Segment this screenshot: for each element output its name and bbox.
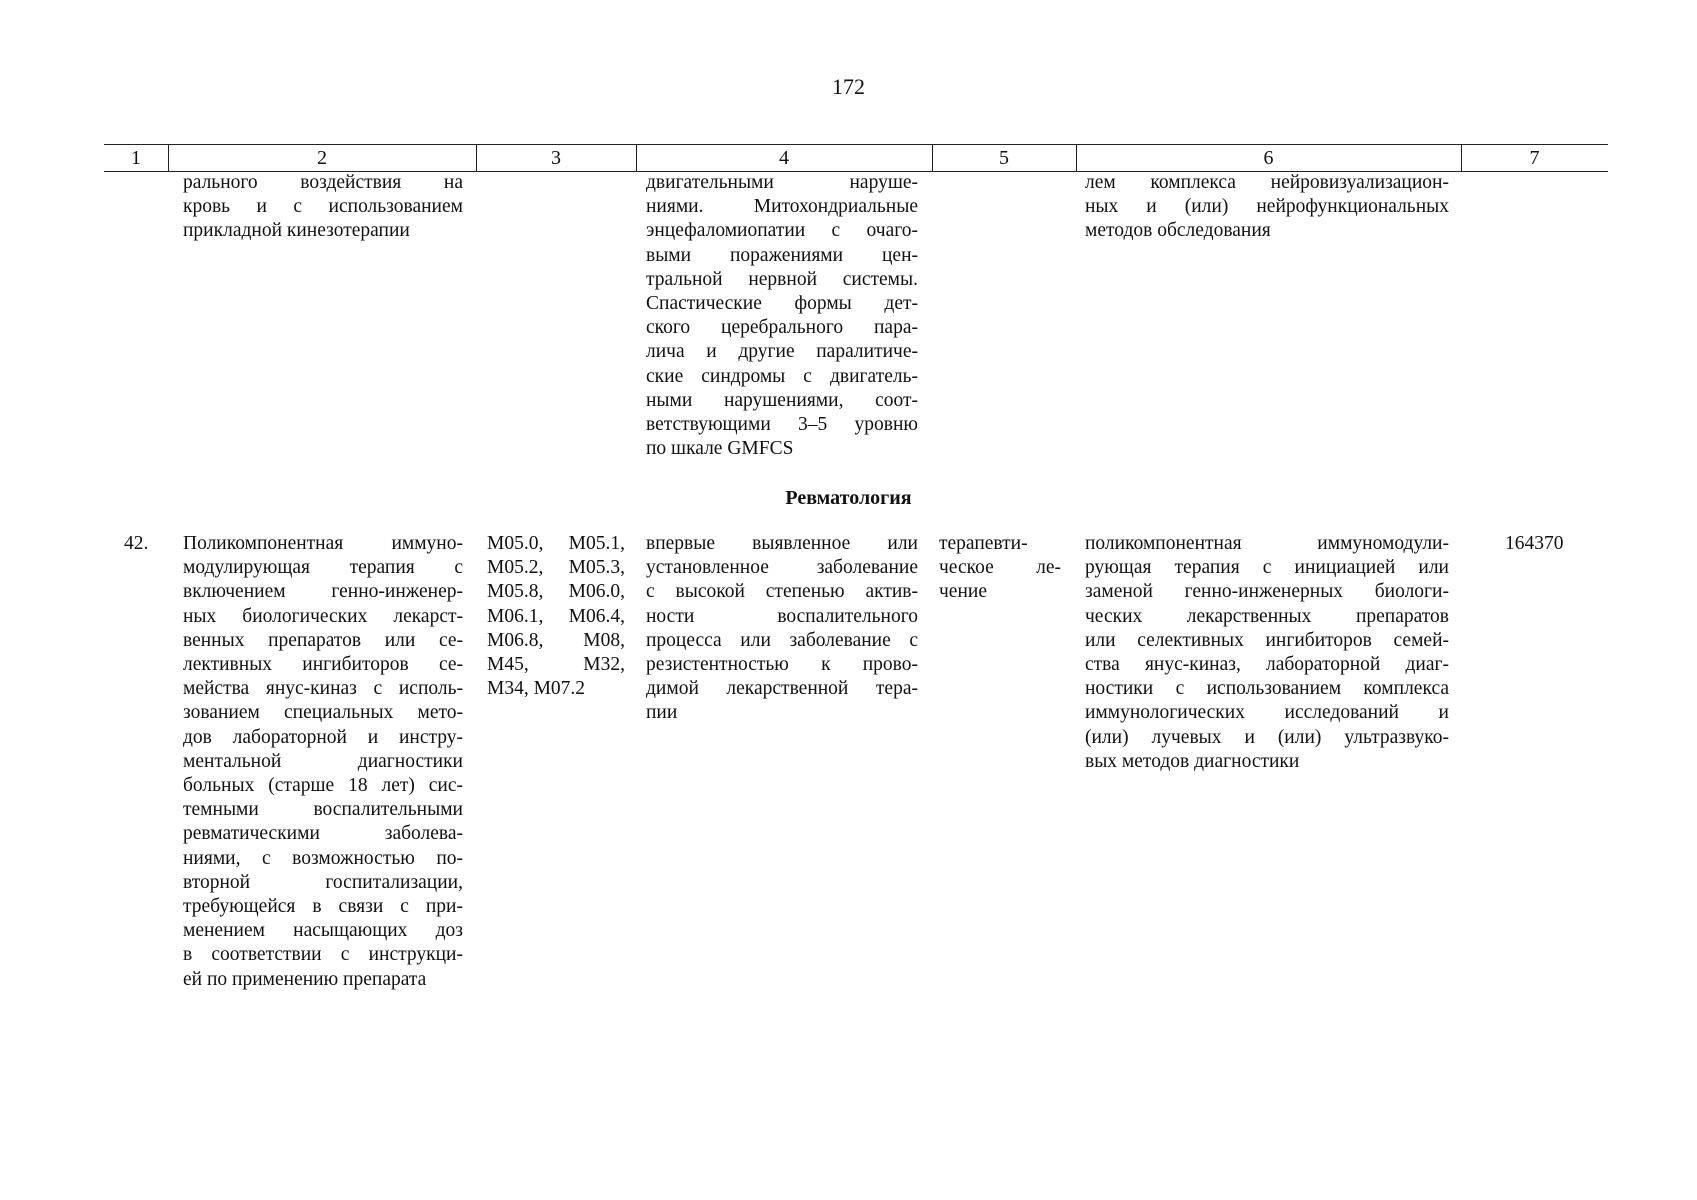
text-line: заменой генно-инженерных биологи- <box>1085 581 1449 603</box>
text-line: ства янус-киназ, лабораторной диаг- <box>1085 654 1449 676</box>
text-line: димой лекарственной тера- <box>646 678 918 700</box>
continuation-col6 <box>1085 171 1449 244</box>
text-line: вторной госпитализации, <box>183 871 463 893</box>
text-line: требующейся в связи с при- <box>183 896 463 918</box>
text-line: ревматическими заболева- <box>183 823 463 845</box>
text-line: терапевти- <box>939 533 1028 554</box>
text-line: Спастические формы дет- <box>646 293 918 315</box>
text-line: больных (старше 18 лет) сис- <box>183 775 463 797</box>
header-col-1: 1 <box>131 147 141 169</box>
data-table <box>104 144 1608 172</box>
text-line: установленное заболевание <box>646 557 918 579</box>
text-line: M06.8, M08, <box>487 629 625 651</box>
text-line: по шкале GMFCS <box>646 438 794 460</box>
text-line: венных препаратов или се- <box>183 629 463 651</box>
row42-col6 <box>1085 532 1449 774</box>
text-line: M05.2, M05.3, <box>487 557 625 579</box>
text-line: процесса или заболевание с <box>646 629 918 651</box>
page-number: 172 <box>832 74 865 99</box>
text-line: энцефаломиопатии с очаго- <box>646 220 918 242</box>
text-line: ными нарушениями, соот- <box>646 389 918 411</box>
header-col-7: 7 <box>1529 147 1540 169</box>
text-line: мейства янус-киназ с исполь- <box>183 678 463 700</box>
text-line: чение <box>939 581 987 603</box>
text-line: ветствующими 3–5 уровню <box>646 414 918 436</box>
text-line: M05.0, M05.1, <box>487 533 625 554</box>
text-line: ности воспалительного <box>646 605 918 627</box>
text-line: ские синдромы с двигатель- <box>646 365 918 387</box>
text-line: ниями, с возможностью по- <box>183 847 463 869</box>
text-line: ных и (или) нейрофункциональных <box>1085 196 1449 218</box>
text-line: впервые выявленное или <box>646 533 918 554</box>
text-line: Поликомпонентная иммуно- <box>183 533 463 554</box>
row42-col4 <box>646 532 918 726</box>
text-line: дов лабораторной и инстру- <box>183 726 463 748</box>
text-line: иммунологических исследований и <box>1085 702 1449 724</box>
text-line: M05.8, M06.0, <box>487 581 625 603</box>
text-line: ностики с использованием комплекса <box>1085 678 1449 700</box>
header-col-2: 2 <box>317 147 327 169</box>
text-line: поликомпонентная иммуномодули- <box>1085 533 1449 554</box>
text-line: выми поражениями цен- <box>646 244 918 266</box>
text-line: прикладной кинезотерапии <box>183 220 410 242</box>
text-line: модулирующая терапия с <box>183 557 463 579</box>
row42-col7-cost <box>1505 532 1585 556</box>
header-col-5: 5 <box>999 147 1009 169</box>
text-line: ей по применению препарата <box>183 968 427 990</box>
text-line: ниями. Митохондриальные <box>646 196 918 218</box>
text-line: тральной нервной системы. <box>646 268 918 290</box>
text-line: лем комплекса нейровизуализацион- <box>1085 172 1449 193</box>
text-line: (или) лучевых и (или) ультразвуко- <box>1085 726 1449 748</box>
text-line: методов обследования <box>1085 220 1271 242</box>
header-col-4: 4 <box>779 147 789 169</box>
header-col-6: 6 <box>1263 147 1274 169</box>
text-line: 164370 <box>1505 533 1564 554</box>
table-header-row <box>104 144 1608 172</box>
text-line: менением насыщающих доз <box>183 920 463 942</box>
text-line: двигательными наруше- <box>646 172 918 193</box>
continuation-col4 <box>646 171 918 461</box>
text-line: M34, M07.2 <box>487 678 586 700</box>
row42-col2 <box>183 532 463 992</box>
text-line: M06.1, M06.4, <box>487 605 625 627</box>
text-line: кровь и с использованием <box>183 196 463 218</box>
continuation-col2 <box>183 171 463 244</box>
text-line: рующая терапия с инициацией или <box>1085 557 1449 579</box>
text-line: M45, M32, <box>487 654 625 676</box>
text-line: ческих лекарственных препаратов <box>1085 605 1449 627</box>
text-line: ментальной диагностики <box>183 750 463 772</box>
row42-col3-codes <box>487 532 625 701</box>
text-line: резистентностью к прово- <box>646 654 918 676</box>
text-line: вых методов диагностики <box>1085 750 1300 772</box>
row42-col5 <box>939 532 1061 605</box>
text-line: в соответствии с инструкци- <box>183 944 463 966</box>
text-line: ных биологических лекарст- <box>183 605 463 627</box>
text-line: зованием специальных мето- <box>183 702 463 724</box>
header-col-3: 3 <box>551 147 561 169</box>
text-line: рального воздействия на <box>183 172 463 193</box>
text-line: лича и другие паралитиче- <box>646 341 918 363</box>
text-line: ческое ле- <box>939 557 1061 579</box>
row-number <box>124 532 164 556</box>
text-line: ского церебрального пара- <box>646 317 918 339</box>
text-line: темными воспалительными <box>183 799 463 821</box>
text-line: 42. <box>124 533 149 554</box>
section-title: Ревматология <box>785 487 912 509</box>
text-line: лективных ингибиторов се- <box>183 654 463 676</box>
text-line: пии <box>646 702 678 724</box>
text-line: или селективных ингибиторов семей- <box>1085 629 1449 651</box>
text-line: с высокой степенью актив- <box>646 581 918 603</box>
text-line: включением генно-инженер- <box>183 581 463 603</box>
